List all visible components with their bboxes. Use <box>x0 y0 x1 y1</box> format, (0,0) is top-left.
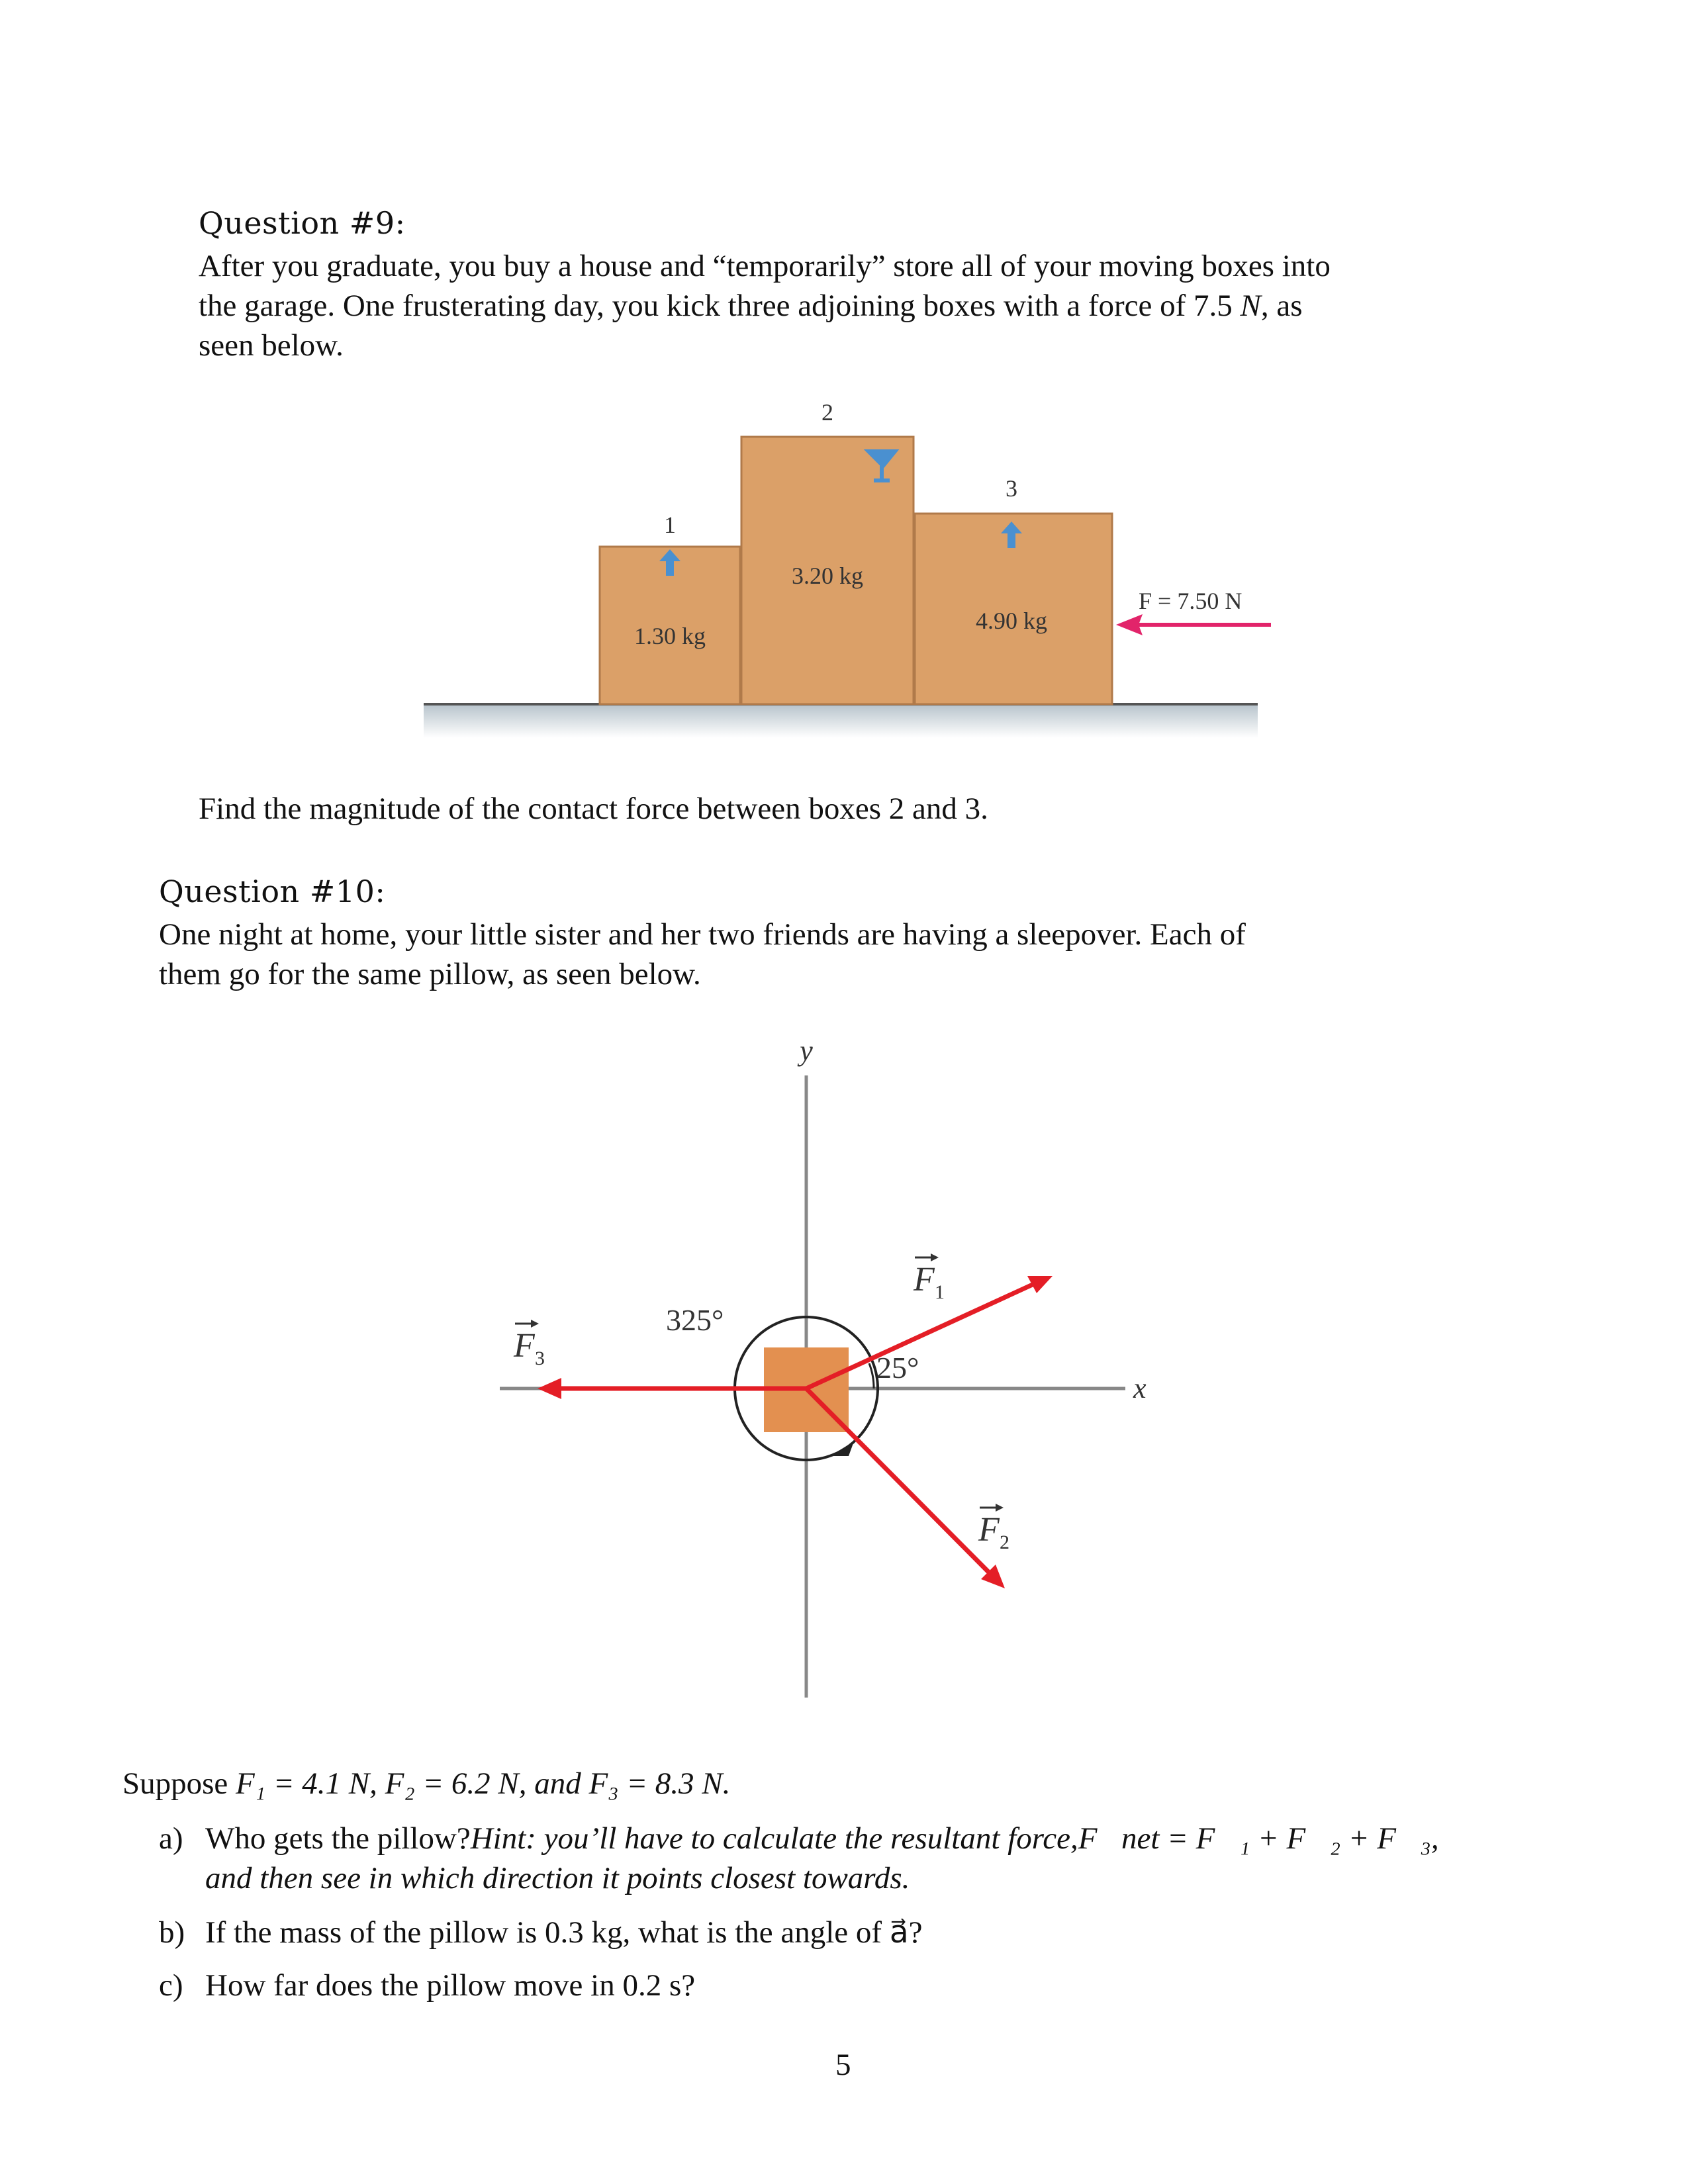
box-1-number: 1 <box>664 512 676 538</box>
angle-325-label: 325° <box>666 1303 724 1337</box>
svg-text:3: 3 <box>535 1347 545 1369</box>
floor-shadow <box>424 705 1258 738</box>
part-b: b) If the mass of the pillow is 0.3 kg, what is the angle of a⃗? <box>159 1915 923 1950</box>
svg-text:1: 1 <box>935 1281 945 1303</box>
page-number: 5 <box>835 2048 851 2082</box>
part-a <box>159 1819 1509 1898</box>
y-axis-label: y <box>800 1034 813 1067</box>
applied-force-label: F = 7.50 N <box>1139 588 1243 614</box>
svg-text:F: F <box>514 1327 535 1365</box>
part-c: c) How far does the pillow move in 0.2 s? <box>159 1968 696 2003</box>
box-2-number: 2 <box>821 399 833 426</box>
q9-line-3: seen below. <box>199 328 344 363</box>
question-10-text <box>159 915 1503 994</box>
q9-line-2: the garage. One frusterating day, you kick three adjoining boxes with a force of 7.5 N, as <box>199 289 1303 323</box>
f1-label <box>913 1253 945 1303</box>
box-3-mass: 4.90 kg <box>976 608 1047 634</box>
given-values: Suppose F₁ = 4.1 N, F₂ = 6.2 N, and F₃ = 8.3 N. <box>122 1766 731 1801</box>
q10-line-2: them go for the same pillow, as seen below. <box>159 957 701 991</box>
q9-line-1: After you graduate, you buy a house and “temporarily” store all of your moving boxes into <box>199 249 1331 283</box>
box-1-mass: 1.30 kg <box>634 623 706 649</box>
box-3-number: 3 <box>1006 475 1017 502</box>
svg-text:2: 2 <box>1000 1531 1009 1553</box>
angle-25-arc <box>869 1363 874 1388</box>
part-a-line-1: a) Who gets the pillow? Hint: you’ll have to calculate the resultant force, F⃗net = F⃗₁ + F⃗₂ + F⃗₃, <box>159 1821 1439 1856</box>
question-9-text <box>199 246 1503 365</box>
question-9-title: Question #9: <box>199 205 406 241</box>
box-2-mass: 3.20 kg <box>792 563 863 589</box>
q10-line-1: One night at home, your little sister and her two friends are having a sleepover. Each of <box>159 917 1246 952</box>
boxes-figure <box>410 390 1278 741</box>
applied-force-arrowhead <box>1116 614 1143 635</box>
f3-label <box>513 1320 545 1369</box>
angle-25-label: 25° <box>876 1351 919 1385</box>
force-vector-figure <box>463 1032 1231 1707</box>
question-9-prompt: Find the magnitude of the contact force between boxes 2 and 3. <box>199 792 988 826</box>
question-10-title: Question #10: <box>159 874 386 909</box>
x-axis-label: x <box>1133 1372 1147 1404</box>
svg-text:F: F <box>978 1511 1000 1549</box>
svg-text:F: F <box>914 1261 935 1298</box>
vector-f2 <box>806 1388 1005 1588</box>
part-a-line-2: and then see in which direction it points closest towards. <box>205 1861 910 1895</box>
f2-label <box>978 1504 1009 1553</box>
